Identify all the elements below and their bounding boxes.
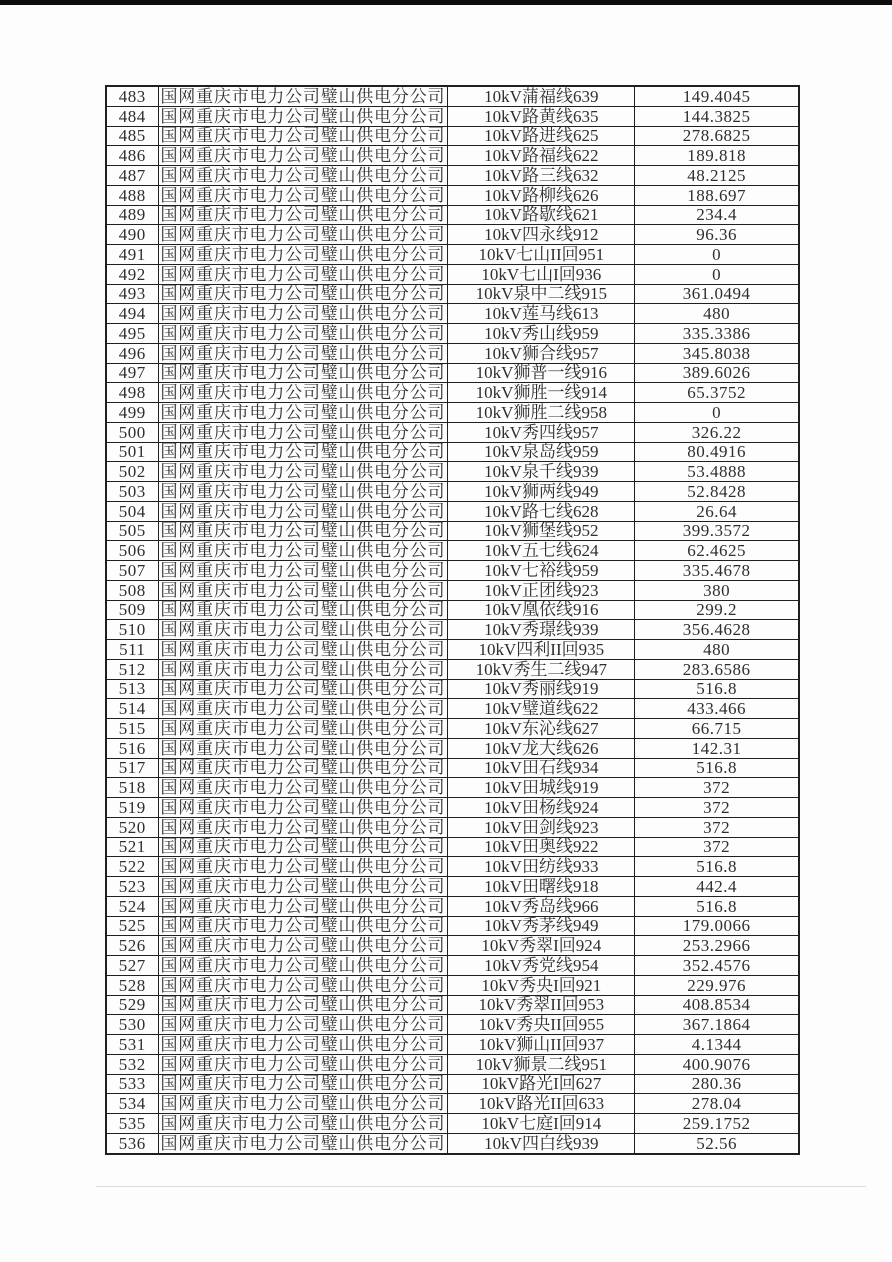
cell-value: 433.466 (635, 699, 799, 719)
cell-row-number: 509 (106, 600, 158, 620)
table-row (106, 738, 799, 758)
cell-value: 278.04 (635, 1094, 799, 1114)
cell-value: 326.22 (635, 422, 799, 442)
cell-line-name: 10kV莲马线613 (448, 304, 635, 324)
cell-row-number: 517 (106, 758, 158, 778)
cell-value: 96.36 (635, 225, 799, 245)
cell-company: 国网重庆市电力公司璧山供电分公司 (158, 146, 448, 166)
table-row (106, 857, 799, 877)
cell-line-name: 10kV七山I回936 (448, 264, 635, 284)
table-row (106, 916, 799, 936)
cell-company: 国网重庆市电力公司璧山供电分公司 (158, 403, 448, 423)
table-row (106, 284, 799, 304)
cell-line-name: 10kV田纺线933 (448, 857, 635, 877)
power-line-table (105, 85, 800, 1155)
cell-value: 179.0066 (635, 916, 799, 936)
cell-line-name: 10kV四白线939 (448, 1133, 635, 1153)
cell-line-name: 10kV凰依线916 (448, 600, 635, 620)
cell-row-number: 510 (106, 620, 158, 640)
cell-line-name: 10kV秀璟线939 (448, 620, 635, 640)
cell-value: 516.8 (635, 679, 799, 699)
table-row (106, 363, 799, 383)
cell-row-number: 525 (106, 916, 158, 936)
cell-company: 国网重庆市电力公司璧山供电分公司 (158, 363, 448, 383)
cell-value: 372 (635, 837, 799, 857)
cell-row-number: 527 (106, 956, 158, 976)
cell-line-name: 10kV泉岛线959 (448, 442, 635, 462)
cell-value: 142.31 (635, 738, 799, 758)
cell-row-number: 499 (106, 403, 158, 423)
cell-row-number: 497 (106, 363, 158, 383)
cell-company: 国网重庆市电力公司璧山供电分公司 (158, 343, 448, 363)
cell-row-number: 512 (106, 659, 158, 679)
cell-value: 356.4628 (635, 620, 799, 640)
cell-value: 66.715 (635, 719, 799, 739)
cell-row-number: 528 (106, 975, 158, 995)
table-row (106, 225, 799, 245)
cell-company: 国网重庆市电力公司璧山供电分公司 (158, 1054, 448, 1074)
cell-company: 国网重庆市电力公司璧山供电分公司 (158, 521, 448, 541)
cell-row-number: 534 (106, 1094, 158, 1114)
cell-row-number: 489 (106, 205, 158, 225)
table-row (106, 600, 799, 620)
cell-value: 189.818 (635, 146, 799, 166)
cell-line-name: 10kV路柳线626 (448, 185, 635, 205)
table-row (106, 1035, 799, 1055)
cell-line-name: 10kV秀丽线919 (448, 679, 635, 699)
cell-line-name: 10kV七庭I回914 (448, 1114, 635, 1134)
cell-value: 280.36 (635, 1074, 799, 1094)
cell-line-name: 10kV路七线628 (448, 501, 635, 521)
cell-company: 国网重庆市电力公司璧山供电分公司 (158, 1015, 448, 1035)
cell-line-name: 10kV路三线632 (448, 166, 635, 186)
cell-line-name: 10kV狮景二线951 (448, 1054, 635, 1074)
cell-company: 国网重庆市电力公司璧山供电分公司 (158, 86, 448, 106)
cell-line-name: 10kV七裕线959 (448, 561, 635, 581)
cell-line-name: 10kV田杨线924 (448, 798, 635, 818)
table-row (106, 324, 799, 344)
table-row (106, 1094, 799, 1114)
table-row (106, 877, 799, 897)
cell-company: 国网重庆市电力公司璧山供电分公司 (158, 896, 448, 916)
cell-company: 国网重庆市电力公司璧山供电分公司 (158, 738, 448, 758)
cell-company: 国网重庆市电力公司璧山供电分公司 (158, 817, 448, 837)
cell-line-name: 10kV秀茅线949 (448, 916, 635, 936)
cell-line-name: 10kV璧道线622 (448, 699, 635, 719)
cell-line-name: 10kV秀四线957 (448, 422, 635, 442)
cell-value: 361.0494 (635, 284, 799, 304)
table-row (106, 837, 799, 857)
cell-company: 国网重庆市电力公司璧山供电分公司 (158, 185, 448, 205)
table-row (106, 580, 799, 600)
cell-line-name: 10kV秀岛线966 (448, 896, 635, 916)
cell-line-name: 10kV五七线624 (448, 541, 635, 561)
cell-value: 0 (635, 245, 799, 265)
cell-line-name: 10kV四永线912 (448, 225, 635, 245)
cell-value: 259.1752 (635, 1114, 799, 1134)
cell-line-name: 10kV东沁线627 (448, 719, 635, 739)
cell-company: 国网重庆市电力公司璧山供电分公司 (158, 166, 448, 186)
table-row (106, 442, 799, 462)
cell-company: 国网重庆市电力公司璧山供电分公司 (158, 106, 448, 126)
cell-company: 国网重庆市电力公司璧山供电分公司 (158, 699, 448, 719)
cell-company: 国网重庆市电力公司璧山供电分公司 (158, 640, 448, 660)
cell-company: 国网重庆市电力公司璧山供电分公司 (158, 600, 448, 620)
cell-value: 372 (635, 817, 799, 837)
cell-value: 480 (635, 640, 799, 660)
cell-company: 国网重庆市电力公司璧山供电分公司 (158, 462, 448, 482)
table-row (106, 482, 799, 502)
cell-value: 52.56 (635, 1133, 799, 1153)
table-row (106, 956, 799, 976)
cell-company: 国网重庆市电力公司璧山供电分公司 (158, 758, 448, 778)
cell-line-name: 10kV四利II回935 (448, 640, 635, 660)
cell-row-number: 511 (106, 640, 158, 660)
cell-value: 234.4 (635, 205, 799, 225)
cell-value: 65.3752 (635, 383, 799, 403)
cell-line-name: 10kV狮普一线916 (448, 363, 635, 383)
cell-line-name: 10kV龙大线626 (448, 738, 635, 758)
cell-company: 国网重庆市电力公司璧山供电分公司 (158, 383, 448, 403)
table-row (106, 403, 799, 423)
table-row (106, 936, 799, 956)
cell-line-name: 10kV狮堡线952 (448, 521, 635, 541)
table-row (106, 699, 799, 719)
cell-line-name: 10kV狮两线949 (448, 482, 635, 502)
cell-line-name: 10kV秀央II回955 (448, 1015, 635, 1035)
table-row (106, 758, 799, 778)
table-row (106, 422, 799, 442)
cell-value: 345.8038 (635, 343, 799, 363)
cell-row-number: 516 (106, 738, 158, 758)
cell-line-name: 10kV秀山线959 (448, 324, 635, 344)
power-line-table-body (106, 86, 799, 1154)
cell-company: 国网重庆市电力公司璧山供电分公司 (158, 442, 448, 462)
cell-line-name: 10kV狮山II回937 (448, 1035, 635, 1055)
cell-row-number: 483 (106, 86, 158, 106)
cell-row-number: 532 (106, 1054, 158, 1074)
table-row (106, 245, 799, 265)
cell-company: 国网重庆市电力公司璧山供电分公司 (158, 1074, 448, 1094)
cell-value: 144.3825 (635, 106, 799, 126)
cell-line-name: 10kV路光II回633 (448, 1094, 635, 1114)
cell-company: 国网重庆市电力公司璧山供电分公司 (158, 995, 448, 1015)
cell-row-number: 531 (106, 1035, 158, 1055)
cell-value: 4.1344 (635, 1035, 799, 1055)
cell-line-name: 10kV狮胜二线958 (448, 403, 635, 423)
cell-row-number: 507 (106, 561, 158, 581)
cell-row-number: 522 (106, 857, 158, 877)
cell-value: 253.2966 (635, 936, 799, 956)
cell-value: 62.4625 (635, 541, 799, 561)
cell-line-name: 10kV泉千线939 (448, 462, 635, 482)
cell-company: 国网重庆市电力公司璧山供电分公司 (158, 1133, 448, 1153)
table-row (106, 264, 799, 284)
cell-row-number: 520 (106, 817, 158, 837)
cell-line-name: 10kV田奥线922 (448, 837, 635, 857)
cell-company: 国网重庆市电力公司璧山供电分公司 (158, 916, 448, 936)
cell-row-number: 501 (106, 442, 158, 462)
cell-value: 352.4576 (635, 956, 799, 976)
cell-value: 367.1864 (635, 1015, 799, 1035)
cell-company: 国网重庆市电力公司璧山供电分公司 (158, 659, 448, 679)
cell-line-name: 10kV路黄线635 (448, 106, 635, 126)
cell-row-number: 515 (106, 719, 158, 739)
cell-row-number: 488 (106, 185, 158, 205)
cell-company: 国网重庆市电力公司璧山供电分公司 (158, 936, 448, 956)
cell-row-number: 504 (106, 501, 158, 521)
cell-row-number: 523 (106, 877, 158, 897)
cell-company: 国网重庆市电力公司璧山供电分公司 (158, 679, 448, 699)
cell-line-name: 10kV狮胜一线914 (448, 383, 635, 403)
cell-row-number: 496 (106, 343, 158, 363)
table-row (106, 343, 799, 363)
table-row (106, 462, 799, 482)
cell-company: 国网重庆市电力公司璧山供电分公司 (158, 501, 448, 521)
cell-value: 335.3386 (635, 324, 799, 344)
cell-value: 26.64 (635, 501, 799, 521)
cell-row-number: 530 (106, 1015, 158, 1035)
cell-company: 国网重庆市电力公司璧山供电分公司 (158, 1114, 448, 1134)
cell-line-name: 10kV七山II回951 (448, 245, 635, 265)
cell-line-name: 10kV田石线934 (448, 758, 635, 778)
table-row (106, 778, 799, 798)
cell-company: 国网重庆市电力公司璧山供电分公司 (158, 956, 448, 976)
cell-value: 278.6825 (635, 126, 799, 146)
cell-company: 国网重庆市电力公司璧山供电分公司 (158, 482, 448, 502)
table-row (106, 166, 799, 186)
table-row (106, 1114, 799, 1134)
table-row (106, 679, 799, 699)
cell-row-number: 535 (106, 1114, 158, 1134)
table-row (106, 659, 799, 679)
cell-company: 国网重庆市电力公司璧山供电分公司 (158, 284, 448, 304)
cell-value: 48.2125 (635, 166, 799, 186)
table-row (106, 205, 799, 225)
cell-row-number: 502 (106, 462, 158, 482)
cell-company: 国网重庆市电力公司璧山供电分公司 (158, 719, 448, 739)
cell-row-number: 494 (106, 304, 158, 324)
cell-line-name: 10kV路进线625 (448, 126, 635, 146)
cell-company: 国网重庆市电力公司璧山供电分公司 (158, 264, 448, 284)
cell-row-number: 485 (106, 126, 158, 146)
cell-value: 0 (635, 403, 799, 423)
cell-company: 国网重庆市电力公司璧山供电分公司 (158, 245, 448, 265)
cell-value: 400.9076 (635, 1054, 799, 1074)
cell-line-name: 10kV秀生二线947 (448, 659, 635, 679)
table-row (106, 106, 799, 126)
table-row (106, 995, 799, 1015)
table-row (106, 1074, 799, 1094)
cell-value: 188.697 (635, 185, 799, 205)
cell-value: 516.8 (635, 758, 799, 778)
cell-value: 442.4 (635, 877, 799, 897)
table-row (106, 561, 799, 581)
table-row (106, 541, 799, 561)
cell-value: 229.976 (635, 975, 799, 995)
table-row (106, 304, 799, 324)
cell-company: 国网重庆市电力公司璧山供电分公司 (158, 304, 448, 324)
cell-value: 480 (635, 304, 799, 324)
cell-company: 国网重庆市电力公司璧山供电分公司 (158, 620, 448, 640)
table-row (106, 975, 799, 995)
cell-line-name: 10kV秀翠II回953 (448, 995, 635, 1015)
cell-row-number: 500 (106, 422, 158, 442)
cell-row-number: 526 (106, 936, 158, 956)
cell-line-name: 10kV路福线622 (448, 146, 635, 166)
cell-value: 372 (635, 778, 799, 798)
cell-company: 国网重庆市电力公司璧山供电分公司 (158, 837, 448, 857)
cell-company: 国网重庆市电力公司璧山供电分公司 (158, 1035, 448, 1055)
cell-row-number: 486 (106, 146, 158, 166)
table-row (106, 798, 799, 818)
cell-row-number: 487 (106, 166, 158, 186)
cell-line-name: 10kV狮合线957 (448, 343, 635, 363)
cell-row-number: 536 (106, 1133, 158, 1153)
cell-value: 80.4916 (635, 442, 799, 462)
cell-value: 408.8534 (635, 995, 799, 1015)
cell-line-name: 10kV秀翠I回924 (448, 936, 635, 956)
cell-value: 53.4888 (635, 462, 799, 482)
cell-row-number: 529 (106, 995, 158, 1015)
cell-company: 国网重庆市电力公司璧山供电分公司 (158, 1094, 448, 1114)
cell-row-number: 493 (106, 284, 158, 304)
cell-company: 国网重庆市电力公司璧山供电分公司 (158, 126, 448, 146)
cell-line-name: 10kV田剑线923 (448, 817, 635, 837)
cell-row-number: 519 (106, 798, 158, 818)
table-row (106, 146, 799, 166)
table-row (106, 501, 799, 521)
cell-company: 国网重庆市电力公司璧山供电分公司 (158, 778, 448, 798)
cell-line-name: 10kV秀党线954 (448, 956, 635, 976)
table-row (106, 1015, 799, 1035)
cell-value: 283.6586 (635, 659, 799, 679)
cell-value: 299.2 (635, 600, 799, 620)
scan-edge-bar (0, 0, 892, 5)
cell-line-name: 10kV路歇线621 (448, 205, 635, 225)
scan-noise-line (96, 1186, 866, 1187)
table-row (106, 185, 799, 205)
cell-value: 399.3572 (635, 521, 799, 541)
cell-line-name: 10kV路光I回627 (448, 1074, 635, 1094)
cell-company: 国网重庆市电力公司璧山供电分公司 (158, 541, 448, 561)
table-row (106, 896, 799, 916)
table-row (106, 126, 799, 146)
cell-value: 380 (635, 580, 799, 600)
table-row (106, 640, 799, 660)
cell-company: 国网重庆市电力公司璧山供电分公司 (158, 422, 448, 442)
cell-row-number: 495 (106, 324, 158, 344)
cell-company: 国网重庆市电力公司璧山供电分公司 (158, 975, 448, 995)
cell-row-number: 521 (106, 837, 158, 857)
cell-company: 国网重庆市电力公司璧山供电分公司 (158, 225, 448, 245)
cell-value: 516.8 (635, 896, 799, 916)
cell-row-number: 513 (106, 679, 158, 699)
cell-line-name: 10kV秀央I回921 (448, 975, 635, 995)
cell-line-name: 10kV田曙线918 (448, 877, 635, 897)
table-row (106, 1054, 799, 1074)
cell-row-number: 514 (106, 699, 158, 719)
table-row (106, 383, 799, 403)
cell-row-number: 533 (106, 1074, 158, 1094)
table-row (106, 86, 799, 106)
cell-company: 国网重庆市电力公司璧山供电分公司 (158, 324, 448, 344)
cell-line-name: 10kV田城线919 (448, 778, 635, 798)
cell-row-number: 491 (106, 245, 158, 265)
cell-row-number: 503 (106, 482, 158, 502)
table-row (106, 620, 799, 640)
cell-row-number: 490 (106, 225, 158, 245)
cell-row-number: 518 (106, 778, 158, 798)
cell-company: 国网重庆市电力公司璧山供电分公司 (158, 877, 448, 897)
cell-company: 国网重庆市电力公司璧山供电分公司 (158, 580, 448, 600)
cell-row-number: 506 (106, 541, 158, 561)
cell-row-number: 508 (106, 580, 158, 600)
cell-value: 372 (635, 798, 799, 818)
cell-row-number: 524 (106, 896, 158, 916)
table-row (106, 521, 799, 541)
cell-company: 国网重庆市电力公司璧山供电分公司 (158, 857, 448, 877)
cell-row-number: 505 (106, 521, 158, 541)
cell-value: 52.8428 (635, 482, 799, 502)
cell-company: 国网重庆市电力公司璧山供电分公司 (158, 205, 448, 225)
cell-row-number: 492 (106, 264, 158, 284)
cell-value: 0 (635, 264, 799, 284)
cell-line-name: 10kV泉中二线915 (448, 284, 635, 304)
table-row (106, 817, 799, 837)
cell-company: 国网重庆市电力公司璧山供电分公司 (158, 561, 448, 581)
cell-row-number: 498 (106, 383, 158, 403)
cell-value: 389.6026 (635, 363, 799, 383)
cell-value: 516.8 (635, 857, 799, 877)
table-row (106, 1133, 799, 1153)
cell-value: 149.4045 (635, 86, 799, 106)
cell-company: 国网重庆市电力公司璧山供电分公司 (158, 798, 448, 818)
cell-line-name: 10kV蒲福线639 (448, 86, 635, 106)
cell-line-name: 10kV正团线923 (448, 580, 635, 600)
cell-value: 335.4678 (635, 561, 799, 581)
cell-row-number: 484 (106, 106, 158, 126)
table-row (106, 719, 799, 739)
